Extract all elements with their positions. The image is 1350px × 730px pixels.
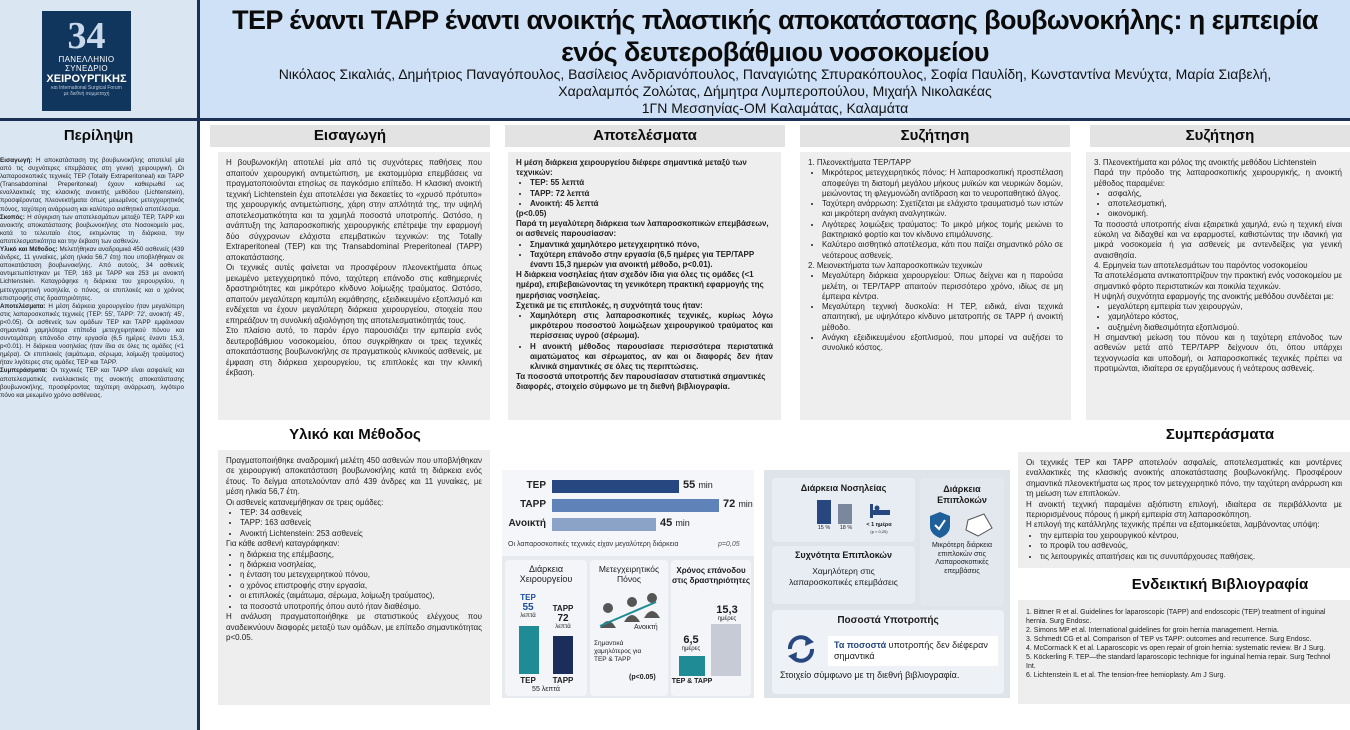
results-list-3 [516, 311, 773, 372]
discussion-item: • Λιγότερες λοιμώξεις τραύματος: Το μικρό μήκος τομής μειώνει το βακτηριακό φορτίο και τον κίνδυνο επιμόλυνσης. [822, 220, 1063, 241]
discussion-list [808, 168, 1063, 261]
methods-p4: Η ανάλυση πραγματοποιήθηκε με στατιστικούς ελέγχους που αναδεικνύουν διαφορές μεταξύ των ομάδων, με επίπεδο σημαντικότητας p<0.05. [226, 612, 482, 642]
logo-line4: και International Surgical Forum [51, 85, 122, 91]
results-heading: Αποτελέσματα [505, 125, 785, 147]
affiliation: 1ΓΝ Μεσσηνίας-ΟΜ Καλαμάτας, Καλαμάτα [641, 100, 909, 116]
methods-item: • η διάρκεια νοσηλείας, [240, 560, 482, 570]
intro-p3: Στο πλαίσιο αυτό, το παρόν έργο παρουσιάζει την εμπειρία ενός δευτεροβάθμιου νοσοκομείου, όπου συγκρίθηκαν οι τρεις τεχνικές αποκατάστασης βουβωνοκήλης σε πραγματικούς κλινικούς ασθενείς, με έμφαση στη διάρκεια χειρουργείου, τις επιπλοκές και την κλινική έκβαση. [226, 326, 482, 377]
conclusions-p3: Η επιλογή της κατάλληλης τεχνικής πρέπει να εξατομικεύεται, λαμβάνοντας υπόψη: [1026, 520, 1320, 530]
conclusions-item: • το προφίλ του ασθενούς, [1040, 541, 1342, 551]
discussion-subheading: 4. Ερμηνεία των αποτελεσμάτων του παρόντος νοσοκομείου [1094, 260, 1308, 270]
methods-p2: Οι ασθενείς κατανεμήθηκαν σε τρεις ομάδες: [226, 497, 384, 507]
discussion-list [1094, 302, 1342, 333]
duration-tep-unit: λεπτά [520, 613, 536, 619]
discussion-item: • Μικρότερος μετεγχειρητικός πόνος: Η λαπαροσκοπική προσπέλαση αποφεύγει τη διατομή μεγάλου μήκους μυϊκών και νευρικών δομών, μειώνοντας τη φλεγμονώδη αντίδραση και το νευροπαθητικό άλγος. [822, 168, 1063, 199]
authors-line2: Χαραλαμπός Ζολώτας, Δήμητρα Λυμπεροπούλου, Μιχαήλ Νικολακέας [558, 83, 992, 99]
intro-p2: Οι τεχνικές αυτές φαίνεται να προσφέρουν πλεονεκτήματα όπως μειωμένο μετεγχειρητικό πόνο, ταχύτερη επάνοδο στις καθημερινές δραστηριότητες και μικρότερο κίνδυνο λοίμωξης τραύματος. Ωστόσο, απαιτούν μεγαλύτερη καμπύλη εκμάθησης, εξειδικευμένο εξοπλισμό και ενδέχεται να έχουν μεγαλύτερη διάρκεια χειρουργείου, στοιχεία που επηρεάζουν τη συνολική αξιολόγηση της αποτελεσματικότητάς τους. [226, 263, 482, 325]
abstract-heading: Περίληψη [0, 125, 197, 147]
return-card-title: Χρόνος επάνοδου στις δραστηριότητες [671, 566, 751, 585]
chart-pvalue: p=0,05 [718, 541, 740, 548]
bar-2 [552, 518, 656, 531]
discussion-item: • Μεγαλύτερη διάρκεια χειρουργείου: Όπως δείχνει και η παρούσα μελέτη, οι TEP/TAPP απαιτούν περισσότερο χρόνο, ιδίως σε μη έμπειρα κέντρα. [822, 271, 1063, 302]
logo-number: 34 [67, 15, 106, 57]
discussion-body-1 [800, 152, 1071, 420]
methods-p1: Πραγματοποιήθηκε αναδρομική μελέτη 450 ασθενών που υποβλήθηκαν σε χειρουργική αποκατάσταση βουβωνοκήλης κατά τη διάρκεια ενός έτους. Το δείγμα αποτελούνταν από 439 άνδρες και 11 γυναίκες, με μέση ηλικία 56,7 έτη. [226, 456, 482, 497]
frequency-card-title: Συχνότητα Επιπλοκών [794, 550, 893, 560]
discussion-item: • χαμηλότερο κόστος, [1108, 312, 1342, 322]
discussion-item: • Μεγαλύτερη τεχνική δυσκολία: Η TEP, ειδικά, είναι τεχνικά απαιτητική, με υψηλότερο κίνδυνο μετατροπής σε TAPP ή ανοικτή μέθοδο. [822, 302, 1063, 333]
bar-label: TEP [526, 480, 546, 491]
bar-value: 55 min [683, 479, 713, 491]
frequency-note: Χαμηλότερη στις λαπαροσκοπικές επεμβάσεις [789, 566, 898, 587]
results-item: • Ανοικτή: 45 λεπτά [530, 199, 773, 209]
references-heading: Ενδεικτική Βιβλιογραφία [1090, 574, 1350, 596]
pain-open-label: Ανοικτή [634, 624, 658, 631]
methods-item: • οι επιπλοκές (αιμάτωμα, σέρωμα, λοίμωξη τραύματος), [240, 591, 482, 601]
logo-line3: ΧΕΙΡΟΥΡΓΙΚΗΣ [46, 73, 127, 85]
refresh-icon [784, 632, 818, 666]
logo-line5: με διεθνή συμμετοχή [63, 91, 110, 97]
abstract-text: Η αποκατάσταση της βουβωνοκήλης αποτελεί μία από τις συχνότερες επεμβάσεις στη γενική χειρουργική. Οι λαπαροσκοπικές τεχνικές TEP (Totally Extraperitoneal) και TAPP (Transabdominal Preperitoneal) έχουν καθιερωθεί ως εναλλακτικές της κλασικής ανοικτής μεθόδου (Lichtenstein), προσφέροντας πλεονεκτήματα όπως μειωμένος μετεγχειρητικός πόνος, ταχύτερη ανάρρωση και καλύτερο αισθητικό αποτέλεσμα. [0, 157, 184, 213]
discussion-item: • Ταχύτερη ανάρρωση: Σχετίζεται με ελάχιστο τραυματισμό των ιστών και μικρότερη ανάγκη αναλγητικών. [822, 199, 1063, 220]
stay-label-2: 18 % [839, 525, 853, 531]
return-open-bar [711, 624, 741, 676]
discussion-heading-2: Συζήτηση [1090, 125, 1350, 147]
abstract-text: Η μέση διάρκεια χειρουργείου ήταν μεγαλύτερη στις λαπαροσκοπικές τεχνικές (TEP: 55', TAPP: 72', ανοικτή: 45', p<0.05). Οι ασθενείς των ομάδων TEP και TAPP εμφάνισαν σημαντικά χαμηλότερα επίπεδα μετεγχειρητικού πόνου και συντομότερη επάνοδο στην εργασία (6,5 ημέρες έναντι 15,3, p<0.01). Η διάρκεια νοσηλείας ήταν ίδια σε όλες τις ομάδες (<1 ημέρα). Οι επιπλοκές (αιμάτωμα, σέρωμα, λοίμωξη τραύματος) ήταν λιγότερες στις ομάδες TEP και TAPP. [0, 302, 184, 367]
methods-item: • Ανοικτή Lichtenstein: 253 ασθενείς [240, 529, 482, 539]
poster-title [215, 4, 1335, 68]
duration-x-tep: TEP [520, 676, 536, 685]
methods-item: • TAPP: 163 ασθενείς [240, 518, 482, 528]
intro-body [218, 152, 490, 420]
methods-item: • TEP: 34 ασθενείς [240, 508, 482, 518]
conclusions-list [1026, 531, 1342, 562]
discussion-item: • ασφαλής, [1108, 189, 1342, 199]
bar-0 [552, 480, 679, 493]
methods-item: • η ένταση του μετεγχειρητικού πόνου, [240, 570, 482, 580]
duration-tapp-bar [553, 636, 573, 674]
results-item: • TAPP: 72 λεπτά [530, 189, 773, 199]
duration-card-title: Διάρκεια Χειρουργείου [519, 564, 573, 584]
complications-card [920, 478, 1004, 606]
discussion-item: • μεγαλύτερη εμπειρία των χειρουργών, [1108, 302, 1342, 312]
discussion-text: Τα αποτελέσματα αντικατοπτρίζουν την πρακτική ενός νοσοκομείου με σημαντικό φόρτο περιστατικών και ποικιλία τεχνικών. [1094, 271, 1342, 291]
results-p3: Η διάρκεια νοσηλείας ήταν σχεδόν ίδια για όλες τις ομάδες (<1 ημέρα), επιβεβαιώνοντας τη γενικότερη πρακτική εφαρμογής της ημερήσιας νοσηλείας. [516, 270, 764, 300]
results-body [508, 152, 781, 420]
pain-note: Σημαντικά χαμηλότερος για TEP & TAPP [594, 640, 642, 663]
stay-label-3: < 1 ημέρα [866, 522, 892, 528]
results-p5: Τα ποσοστά υποτροπής δεν παρουσίασαν στατιστικά σημαντικές διαφορές, στοιχείο σύμφωνο με τη διεθνή βιβλιογραφία. [516, 372, 766, 392]
discussion-item: • οικονομική. [1108, 209, 1342, 219]
methods-body [218, 450, 490, 705]
discussion-text: Τα ποσοστά υποτροπής είναι εξαιρετικά χαμηλά, ενώ η τεχνική είναι εύκολη να διδαχθεί και να εφαρμοστεί, καθιστώντας την ιδανική για μικρά νοσοκομεία ή για ασθενείς με αντενδείξεις για γενική αναισθησία. [1094, 219, 1342, 260]
bar-label: TAPP [520, 499, 546, 510]
discussion-list [1094, 189, 1342, 220]
results-list-1 [516, 178, 773, 209]
recurrence-text [828, 636, 998, 666]
reference-item: 4. McCormack K et al. Laparoscopic vs open repair of groin hernia: systematic review. Br J Surg. [1026, 645, 1326, 652]
duration-tapp-label: TAPP [552, 604, 574, 613]
methods-list-1 [226, 508, 482, 539]
abstract-label: Αποτελέσματα: [0, 302, 46, 310]
stay-card-title: Διάρκεια Νοσηλείας [800, 483, 887, 493]
results-p2: Παρά τη μεγαλύτερη διάρκεια των λαπαροσκοπικών επεμβάσεων, οι ασθενείς παρουσίασαν: [516, 219, 769, 239]
authors-line1: Νικόλαος Σικαλιάς, Δημήτριος Παναγόπουλος, Βασίλειος Ανδριανόπουλος, Παναγιώτης Σπυρακόπουλος, Σοφία Παυλίδη, Κωνσταντίνα Μενύχτα, Μαρία Σιαβελή, [278, 66, 1272, 82]
recurrence-card [772, 610, 1004, 694]
reference-item: 1. Bittner R et al. Guidelines for laparoscopic (TAPP) and endoscopic (TEP) treatment of inguinal hernia. Surg Endosc. [1026, 609, 1326, 625]
abstract-text: Οι τεχνικές TEP και TAPP είναι ασφαλείς και αποτελεσματικές εναλλακτικές της ανοικτής αποκατάστασης βουβωνοκήλης, προσφέροντας ταχύτερη ανάρρωση, λιγότερο πόνο και μειωμένο χρόνο ασθένειας. [0, 367, 185, 399]
duration-tapp-value: 72 [557, 613, 569, 624]
intro-p1: Η βουβωνοκήλη αποτελεί μία από τις συχνότερες παθήσεις που απαιτούν χειρουργική αντιμετώπιση, με εκατομμύρια επεμβάσεις να πραγματοποιούνται ετησίως σε παγκόσμιο επίπεδο. Η κλασική ανοικτή τεχνική Lichtenstein έχει αποτελέσει για δεκαετίες το «χρυσό πρότυπο» της χειρουργικής αντιμετώπισης, χάρη στην απλότητά της, την υψηλή αποτελεσματικότητα και τα χαμηλά ποσοστά υποτροπής. Ωστόσο, η ανάπτυξη της λαπαροσκοπικής χειρουργικής επέτρεψε την εφαρμογή δύο σύγχρονων ελάχιστα επεμβατικών τεχνικών: της Totally Extraperitoneal (TEP) και της Transabdominal Preperitoneal (TAPP) αποκατάστασης. [226, 158, 482, 262]
reference-item: 2. Simons MP et al. International guidelines for groin hernia management. Hernia. [1026, 627, 1279, 634]
reference-item: 6. Lichtenstein IL et al. The tension-free hemioplasty. Am J Surg. [1026, 672, 1226, 679]
results-pvalue: (p<0.05) [516, 209, 547, 219]
recurrence-footer: Στοιχείο σύμφωνο με τη διεθνή βιβλιογραφία. [780, 670, 960, 680]
conclusions-item: • την εμπειρία του χειρουργικού κέντρου, [1040, 531, 1342, 541]
results-item: • Χαμηλότερη στις λαπαροσκοπικές τεχνικές, κυρίως λόγω μικρότερου ποσοστού λοιμώξεων χειρουργικού τραύματος και περίσσειας υγρού (σέρωμα). [530, 311, 773, 342]
return-lap-value: 6,5 [683, 634, 699, 646]
stay-label-3-sub: (p > 0,20) [870, 529, 888, 534]
discussion-list [808, 271, 1063, 353]
abstract-label: Εισαγωγή: [0, 157, 33, 164]
duration-footer: 55 λεπτά [532, 686, 560, 693]
recurrence-card-title: Ποσοστά Υποτροπής [837, 615, 939, 626]
results-list-2 [516, 240, 773, 271]
methods-list-2 [226, 550, 482, 612]
methods-item: • η διάρκεια της επέμβασης, [240, 550, 482, 560]
duration-tapp-unit: λεπτά [555, 624, 571, 630]
shield-icon [928, 510, 996, 540]
results-item: • Ταχύτερη επάνοδο στην εργασία (6,5 ημέρες για TEP/TAPP έναντι 15,3 ημερών για ανοικτή μέθοδο, p<0.01). [530, 250, 773, 270]
conclusions-body [1018, 452, 1350, 568]
discussion-text: Η σημαντική μείωση του πόνου και η ταχύτερη επάνοδος των ασθενών μετά από TEP/TAPP δείχνουν ότι, όπου υπάρχει τεχνογνωσία και υποδομή, οι λαπαροσκοπικές τεχνικές πρέπει να προτιμώνται, ιδιαίτερα σε εργαζόμενους ή νεότερους ασθενείς. [1094, 333, 1342, 373]
reference-item: 5. Köckerling F. TEP—the standard laparoscopic technique for inguinal hernia repair. Surg Technol Int. [1026, 654, 1331, 670]
duration-tep-bar [519, 626, 539, 674]
abstract-text: Μελετήθηκαν αναδρομικά 450 ασθενείς (439 άνδρες, 11 γυναίκες, μέση ηλικία 56,7 έτη) που υποβλήθηκαν σε αποκατάσταση βουβωνοκήλης. Από αυτούς, 34 ασθενείς αντιμετωπίστηκαν με TEP, 163 με TAPP και 253 με ανοικτή Lichtenstein. Καταγράφηκε η διάρκεια του χειρουργείου, η μετεγχειρητική νοσηλεία, ο πόνος, οι επιπλοκές και ο χρόνος επιστροφής στις δραστηριότητες. [0, 246, 185, 302]
conclusions-p1: Οι τεχνικές TEP και TAPP αποτελούν ασφαλείς, αποτελεσματικές και μοντέρνες εναλλακτικές της κλασικής ανοικτής αποκατάστασης βουβωνοκήλης. Προσφέρουν σημαντικά πλεονεκτήματα ως προς τον μετεγχειρητικό πόνο, την ταχύτερη ανάρρωση και τη μείωση των επιπλοκών. [1026, 458, 1342, 499]
discussion-subheading: 2. Μειονεκτήματα των λαπαροσκοπικών τεχνικών [808, 260, 983, 270]
abstract-label: Υλικό και Μέθοδος: [0, 246, 58, 254]
authors-block [215, 66, 1335, 117]
methods-item: • ο χρόνος επιστροφής στην εργασία, [240, 581, 482, 591]
bar-value: 45 min [660, 517, 690, 529]
logo-line2: ΣΥΝΕΔΡΙΟ [65, 64, 108, 73]
recurrence-bold: Τα ποσοστά [834, 640, 887, 650]
return-pvalue: (p<0.05) [629, 674, 656, 681]
results-item: • TEP: 55 λεπτά [530, 178, 773, 188]
header-divider [0, 118, 1350, 121]
conclusions-heading: Συμπεράσματα [1090, 424, 1350, 446]
results-p4: Σχετικά με τις επιπλοκές, η συχνότητά τους ήταν: [516, 300, 703, 310]
results-p1: Η μέση διάρκεια χειρουργείου διέφερε σημαντικά μεταξύ των τεχνικών: [516, 158, 747, 178]
bar-value: 72 min [723, 498, 753, 510]
duration-tep-label: TEP [520, 593, 536, 602]
discussion-item: • αποτελεσματική, [1108, 199, 1342, 209]
bar-1 [552, 499, 719, 512]
discussion-subheading: 1. Πλεονεκτήματα TEP/TAPP [808, 158, 912, 167]
bar-label: Ανοικτή [508, 518, 546, 529]
return-x-label: TEP & TAPP [671, 678, 713, 685]
stay-card [772, 478, 915, 542]
discussion-body-2 [1086, 152, 1350, 420]
vertical-divider [197, 0, 200, 730]
results-item: • Η ανοικτή μέθοδος παρουσίασε περισσότερα περιστατικά αιματώματος και σέρωματος, αν και οι διαφορές δεν ήταν κλινικά σημαντικές σε όλες τις περιπτώσεις. [530, 342, 773, 373]
methods-p3: Για κάθε ασθενή καταγράφηκαν: [226, 539, 340, 549]
return-open-unit: ημέρες [717, 616, 737, 622]
chart-note: Οι λαπαροσκοπικές τεχνικές είχαν μεγαλύτερη διάρκεια [508, 541, 679, 548]
discussion-text: Η υψηλή συχνότητα εφαρμογής της ανοικτής μεθόδου συνδέεται με: [1094, 291, 1334, 301]
intro-heading: Εισαγωγή [210, 125, 490, 147]
discussion-item: • Ανάγκη εξειδικευμένου εξοπλισμού, που μπορεί να αυξήσει το συνολικό κόστος. [822, 333, 1063, 354]
pain-card-title: Μετεγχειρητικός Πόνος [598, 564, 660, 584]
discussion-text: Παρά την πρόοδο της λαπαροσκοπικής χειρουργικής, η ανοικτή μέθοδος παραμένει: [1094, 168, 1342, 188]
logo-line1: ΠΑΝΕΛΛΗΝΙΟ [58, 55, 115, 64]
return-lap-unit: ημέρες [681, 646, 701, 652]
title-line1: TEP έναντι TAPP έναντι ανοικτής πλαστικής αποκατάστασης βουβωνοκήλης: η εμπειρία [232, 5, 1318, 35]
recurrence-main: υποτροπής δεν διέφεραν σημαντικά [834, 640, 988, 661]
title-line2: ενός δευτεροβάθμιου νοσοκομείου [561, 37, 989, 67]
stay-bar-2 [838, 504, 852, 524]
complications-card-title: Διάρκεια Επιπλοκών [937, 484, 987, 505]
conclusions-item: • τις λειτουργικές απαιτήσεις και τις συνυπάρχουσες παθήσεις. [1040, 552, 1342, 562]
frequency-card [772, 546, 915, 604]
reference-item: 3. Schmedt CG et al. Comparison of TEP vs TAPP: outcomes and recurrence. Surg Endosc. [1026, 636, 1312, 643]
bed-icon [868, 500, 892, 520]
abstract-body [0, 147, 188, 439]
discussion-subheading: 3. Πλεονεκτήματα και ρόλος της ανοικτής μεθόδου Lichtenstein [1094, 158, 1317, 167]
complications-note: Μικρότερη διάρκεια επιπλοκών στις Λαπαροσκοπικές επεμβάσεις [931, 542, 993, 575]
methods-item: • τα ποσοστά υποτροπής όπου αυτό ήταν διαθέσιμο. [240, 602, 482, 612]
conclusions-p2: Η ανοικτή τεχνική παραμένει αξιόπιστη επιλογή, ιδιαίτερα σε περιβάλλοντα με περιορισμένους πόρους ή μικρή εμπειρία στη λαπαροσκόπηση. [1026, 499, 1342, 520]
duration-tep-value: 55 [522, 602, 534, 613]
results-item: • Σημαντικά χαμηλότερο μετεγχειρητικό πόνο, [530, 240, 773, 250]
duration-x-tapp: TAPP [552, 676, 574, 685]
abstract-label: Συμπεράσματα: [0, 367, 48, 375]
stay-label-1: 15 % [817, 525, 831, 531]
abstract-text: Η σύγκριση των αποτελεσμάτων μεταξύ TEP, TAPP και ανοικτής αποκατάστασης βουβωνοκήλης στο Νοσοκομείο μας, κατά το τελευταίο έτος, εκτιμώντας τη διάρκεια, την αποτελεσματικότητα και την έκβαση των ασθενών. [0, 213, 184, 245]
stay-bar-1 [817, 500, 831, 524]
methods-heading: Υλικό και Μέθοδος [220, 424, 490, 446]
discussion-item: • Καλύτερο αισθητικό αποτέλεσμα, κάτι που παίζει σημαντικό ρόλο σε νεότερους ασθενείς. [822, 240, 1063, 261]
return-lap-bar [679, 656, 705, 676]
discussion-heading-1: Συζήτηση [800, 125, 1070, 147]
return-open-value: 15,3 [716, 604, 738, 616]
abstract-label: Σκοπός: [0, 213, 25, 221]
duration-card [505, 560, 587, 696]
references-body [1018, 600, 1350, 704]
congress-logo [42, 11, 131, 111]
discussion-item: • αυξημένη διαθεσιμότητα εξοπλισμού. [1108, 323, 1342, 333]
